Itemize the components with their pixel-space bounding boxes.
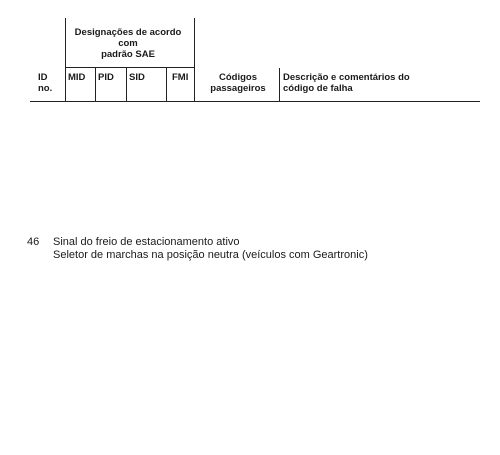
- column-header-line: Códigos: [219, 72, 257, 83]
- sae-group-title: [68, 27, 188, 60]
- sae-group-title-line: Designações de acordo: [74, 27, 182, 38]
- divider: [126, 68, 127, 102]
- column-header-descricao: [283, 72, 483, 94]
- column-header-line: código de falha: [283, 83, 353, 94]
- column-header-line: ID: [38, 72, 48, 83]
- fault-description-line: Seletor de marchas na posição neutra (veículos com Geartronic): [53, 249, 368, 261]
- column-header-fmi: FMI: [172, 72, 189, 83]
- divider: [95, 68, 96, 102]
- column-header-line: passageiros: [210, 83, 266, 94]
- list-item: [27, 236, 500, 264]
- divider: [65, 67, 194, 68]
- sae-group-title-line: padrão SAE: [101, 49, 155, 60]
- divider: [65, 18, 66, 102]
- column-header-id: [38, 72, 52, 94]
- column-header-sid: SID: [129, 72, 145, 83]
- sae-group-title-line: com: [118, 38, 138, 49]
- column-header-line: Descrição e comentários do: [283, 72, 410, 83]
- column-header-codigos: [198, 72, 278, 94]
- divider: [194, 18, 195, 102]
- divider: [30, 101, 480, 102]
- fault-description-line: Sinal do freio de estacionamento ativo: [53, 236, 240, 248]
- column-header-pid: PID: [98, 72, 114, 83]
- table-header: [30, 18, 480, 102]
- column-header-mid: MID: [68, 72, 86, 83]
- column-header-line: no.: [38, 83, 53, 94]
- divider: [166, 68, 167, 102]
- fault-description: [53, 236, 368, 262]
- divider: [279, 68, 280, 102]
- fault-code: 46: [27, 236, 40, 248]
